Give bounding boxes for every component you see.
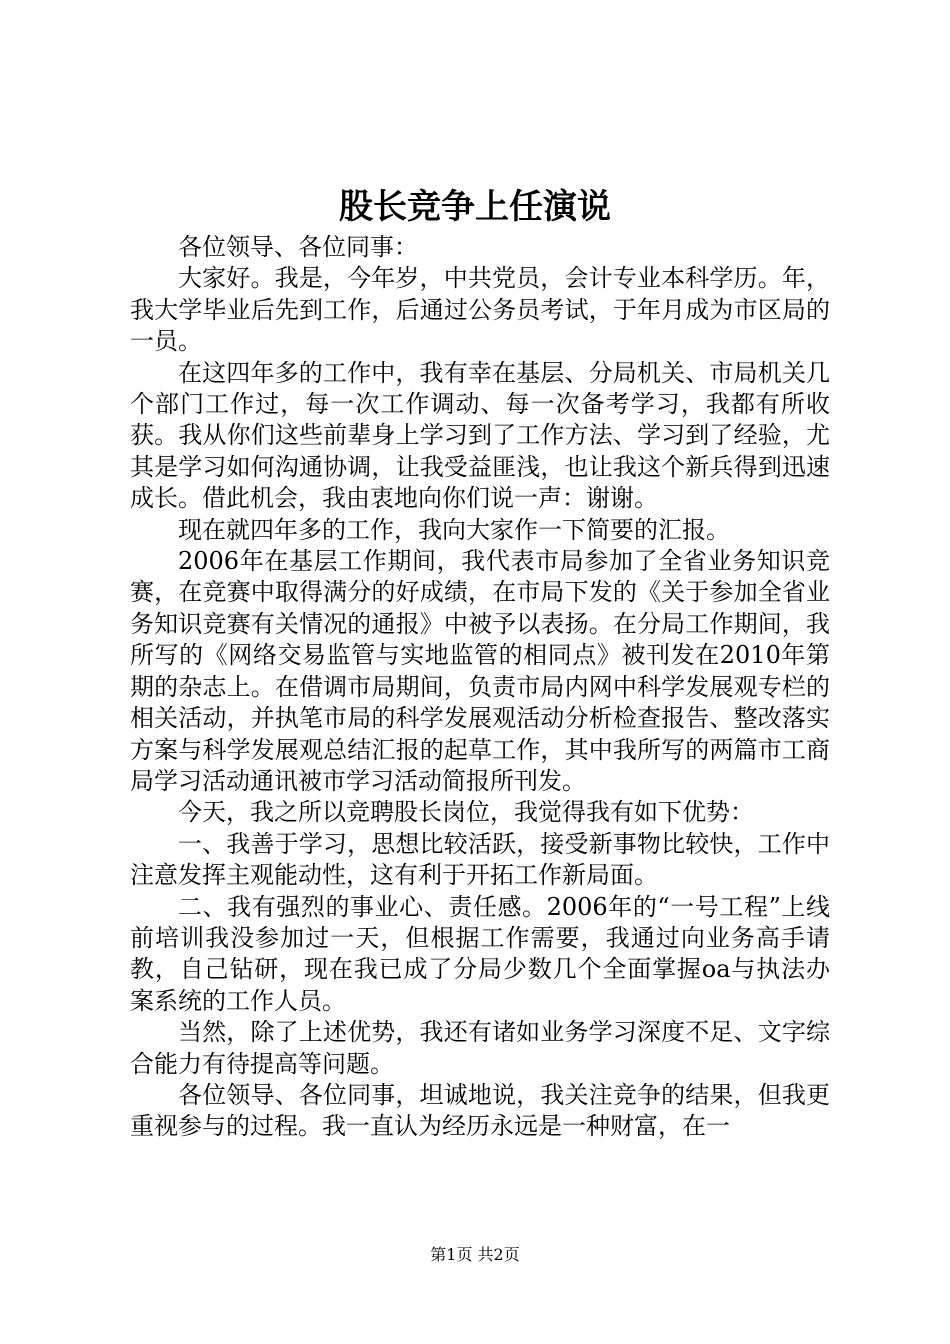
paragraph-shortcomings: 当然，除了上述优势，我还有诸如业务学习深度不足、文字综合能力有待提高等问题。 bbox=[130, 1018, 830, 1078]
paragraph-report-intro: 现在就四年多的工作，我向大家作一下简要的汇报。 bbox=[178, 515, 730, 544]
document-body bbox=[130, 232, 830, 1143]
page-title: 股长竞争上任演说 bbox=[339, 187, 611, 227]
paragraph-greeting: 各位领导、各位同事： bbox=[178, 233, 418, 261]
paragraph-advantage-one: 一、我善于学习，思想比较活跃，接受新事物比较快，工作中注意发挥主观能动性，这有利于开拓工作新局面。 bbox=[130, 829, 830, 890]
paragraph-introduction: 大家好。我是，今年岁，中共党员，会计专业本科学历。年，我大学毕业后先到工作，后通过公务员考试，于年月成为市区局的一员。 bbox=[130, 264, 830, 356]
paragraph-advantages-intro: 今天，我之所以竞聘股长岗位，我觉得我有如下优势： bbox=[178, 798, 754, 827]
paragraph-advantage-two: 二、我有强烈的事业心、责任感。2006年的“一号工程”上线前培训我没参加过一天，但根据工作需要，我通过向业务高手请教，自己钻研，现在我已成了分局少数几个全面掌握oa与执法办案系统的工作人员。 bbox=[130, 892, 830, 1015]
paragraph-experience: 在这四年多的工作中，我有幸在基层、分局机关、市局机关几个部门工作过，每一次工作调动、每一次备考学习，我都有所收获。我从你们这些前辈身上学习到了工作方法、学习到了经验，尤其是学习如何沟通协调，让我受益匪浅，也让我这个新兵得到迅速成长。借此机会，我由衷地向你们说一声：谢谢。 bbox=[130, 358, 830, 513]
paragraph-achievements: 2006年在基层工作期间，我代表市局参加了全省业务知识竞赛，在竞赛中取得满分的好成绩，在市局下发的《关于参加全省业务知识竞赛有关情况的通报》中被予以表扬。在分局工作期间，我所写的《网络交易监管与实地监管的相同点》被刊发在2010年第期的杂志上。在借调市局期间，负责市局内网中科学发展观专栏的相关活动，并执笔市局的科学发展观活动分析检查报告、整改落实方案与科学发展观总结汇报的起草工作，其中我所写的两篇市工商局学习活动通讯被市学习活动简报所刊发。 bbox=[130, 547, 830, 795]
paragraph-closing: 各位领导、各位同事，坦诚地说，我关注竞争的结果，但我更重视参与的过程。我一直认为经历永远是一种财富，在一 bbox=[130, 1080, 830, 1141]
page-number: 第1页 共2页 bbox=[430, 1245, 520, 1264]
